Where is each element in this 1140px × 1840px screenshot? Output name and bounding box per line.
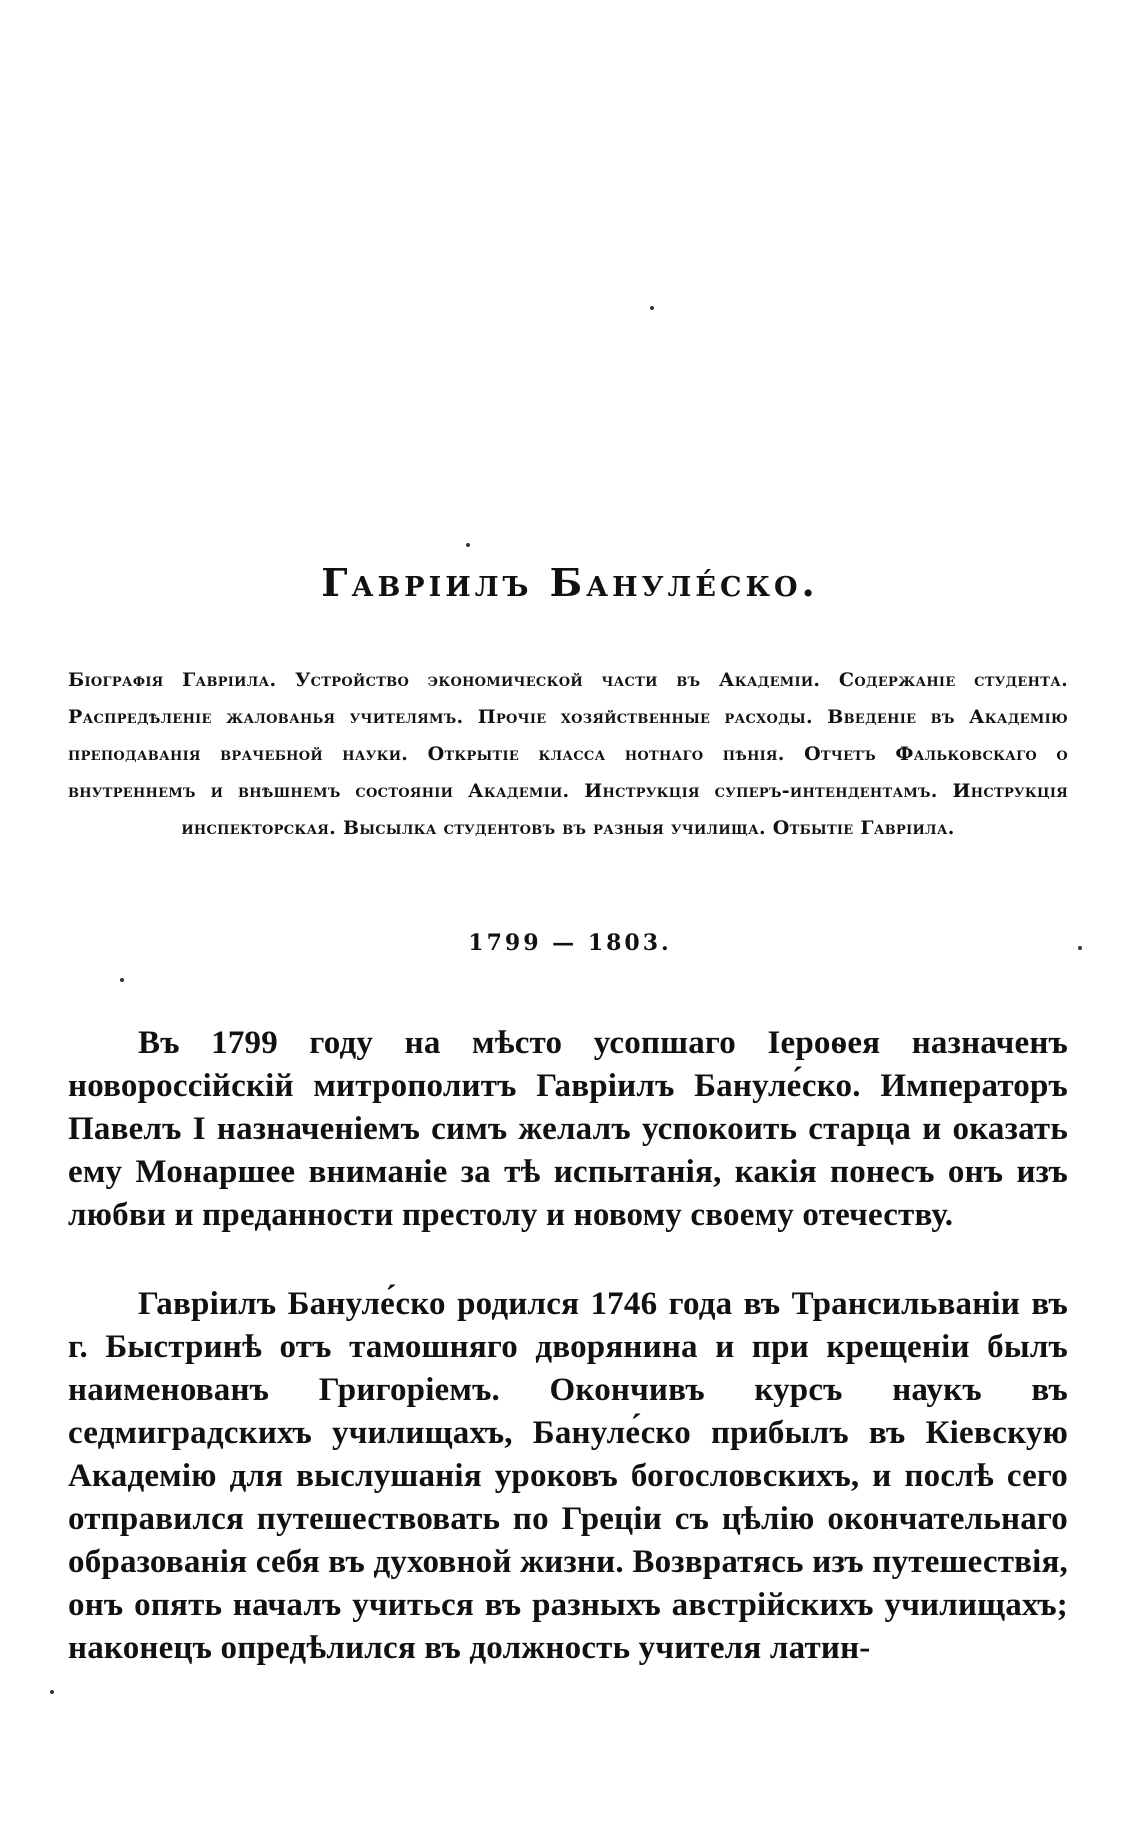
scan-speck	[650, 306, 654, 310]
scan-speck	[120, 978, 124, 982]
scan-speck	[466, 543, 470, 547]
scan-speck	[1078, 946, 1082, 950]
paragraph-1: Въ 1799 году на мѣсто усопшаго Іероѳея назначенъ новороссійскій митрополитъ Гавріилъ Бануле́ско. Императоръ Павелъ I назначеніемъ симъ желалъ успокоить старца и оказать ему Монаршее вниманіе за тѣ испытанія, какія понесъ онъ изъ любви и преданности престолу и новому своему отечеству.	[68, 1025, 1068, 1233]
scan-speck	[50, 1690, 54, 1694]
paragraph-2: Гавріилъ Бануле́ско родился 1746 года въ Трансильваніи въ г. Быстринѣ отъ тамошняго дворянина и при крещеніи былъ наименованъ Григоріемъ. Окончивъ курсъ наукъ въ седмиградскихъ училищахъ, Бануле́ско прибылъ въ Кіевскую Академію для выслушанія уроковъ богословскихъ, и послѣ сего отправился путешествовать по Греціи съ цѣлію окончательнаго образованія себя въ духовной жизни. Возвратясь изъ путешествія, онъ опять началъ учиться въ разныхъ австрійскихъ училищахъ; наконецъ опредѣлился въ должность учителя латин-	[68, 1286, 1068, 1666]
chapter-title: Гавріилъ Бануле́ско.	[321, 560, 819, 605]
chapter-years: 1799 — 1803.	[468, 930, 672, 956]
chapter-summary: Біографія Гавріила. Устройство экономической части въ Академіи. Содержаніе студента. Распредѣленіе жалованья учителямъ. Прочіе хозяйственные расходы. Введеніе въ Академію преподаванія врачебной науки. Открытіе класса нотнаго пѣнія. Отчетъ Фальковскаго о внутреннемъ и внѣшнемъ состояніи Академіи. Инструкція суперъ-интендентамъ. Инструкція инспекторская. Высылка студентовъ въ разныя училища. Отбытіе Гавріила.	[68, 669, 1068, 839]
